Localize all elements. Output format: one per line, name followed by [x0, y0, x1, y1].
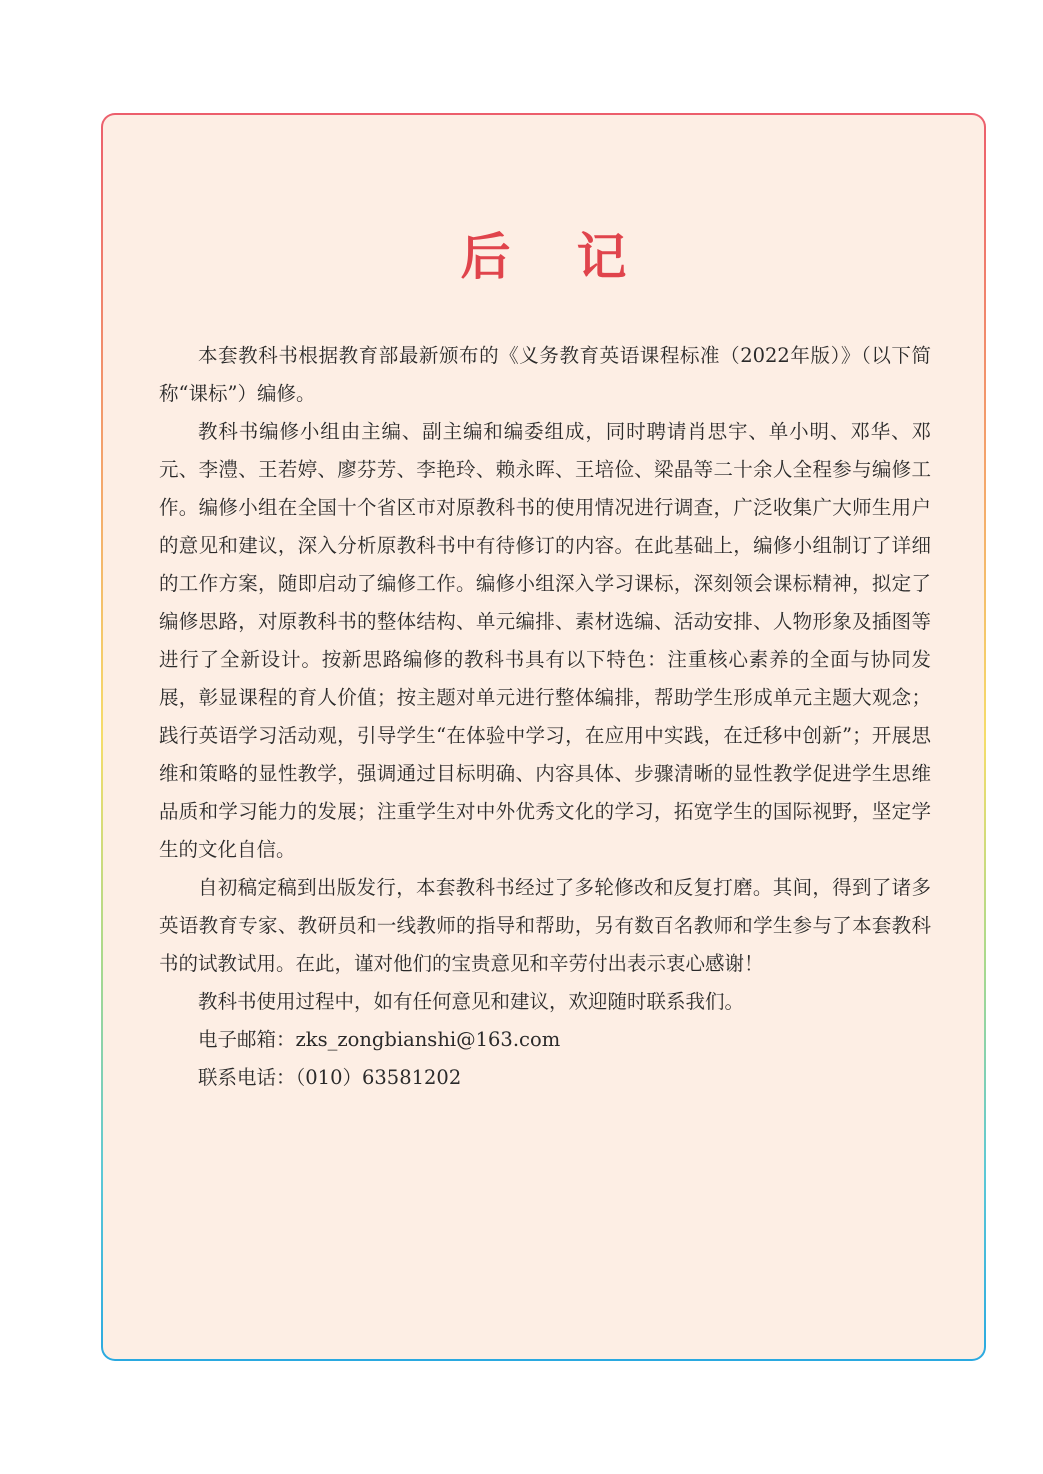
paragraph-intro: 本套教科书根据教育部最新颁布的《义务教育英语课程标准（2022年版）》（以下简称“课标”）编修。	[159, 344, 931, 405]
contact-phone: 联系电话：（010）63581202	[198, 1066, 462, 1089]
paragraph-thanks: 自初稿定稿到出版发行，本套教科书经过了多轮修改和反复打磨。其间，得到了诸多英语教育专家、教研员和一线教师的指导和帮助，另有数百名教师和学生参与了本套教科书的试教试用。在此，谨对他们的宝贵意见和辛劳付出表示衷心感谢！	[159, 876, 931, 975]
content-panel	[103, 115, 984, 1359]
contact-email: 电子邮箱：zks_zongbianshi@163.com	[198, 1028, 561, 1051]
afterword-body	[159, 337, 931, 1097]
page-title: 后记	[460, 228, 693, 286]
paragraph-team: 教科书编修小组由主编、副主编和编委组成，同时聘请肖思宇、单小明、邓华、邓元、李澧、王若婷、廖芬芳、李艳玲、赖永晖、王培俭、梁晶等二十余人全程参与编修工作。编修小组在全国十个省区市对原教科书的使用情况进行调查，广泛收集广大师生用户的意见和建议，深入分析原教科书中有待修订的内容。在此基础上，编修小组制订了详细的工作方案，随即启动了编修工作。编修小组深入学习课标，深刻领会课标精神，拟定了编修思路，对原教科书的整体结构、单元编排、素材选编、活动安排、人物形象及插图等进行了全新设计。按新思路编修的教科书具有以下特色：注重核心素养的全面与协同发展，彰显课程的育人价值；按主题对单元进行整体编排，帮助学生形成单元主题大观念；践行英语学习活动观，引导学生“在体验中学习，在应用中实践，在迁移中创新”；开展思维和策略的显性教学，强调通过目标明确、内容具体、步骤清晰的显性教学促进学生思维品质和学习能力的发展；注重学生对中外优秀文化的学习，拓宽学生的国际视野，坚定学生的文化自信。	[159, 420, 931, 861]
page-frame	[101, 113, 986, 1361]
paragraph-feedback: 教科书使用过程中，如有任何意见和建议，欢迎随时联系我们。	[198, 990, 745, 1013]
